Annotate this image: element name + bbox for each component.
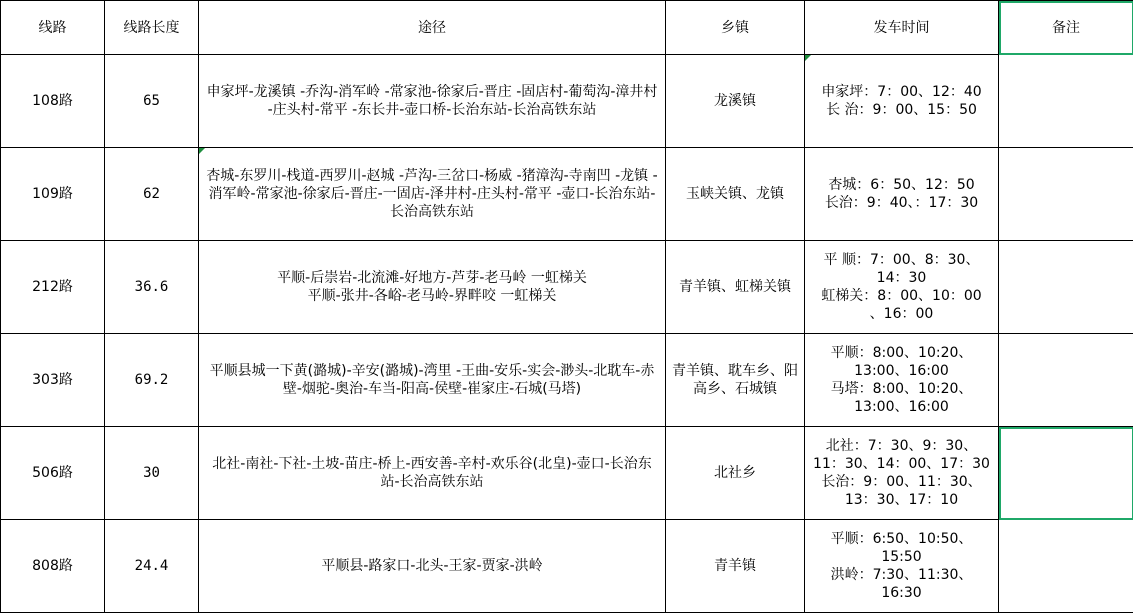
path-cell[interactable]: 申家坪-龙溪镇 -乔沟-消军岭 -常家池-徐家后-晋庄 -固店村-葡萄沟-漳井村 -庄头村-常平 -东长井-壶口桥-长治东站-长治高铁东站	[199, 55, 666, 148]
departure-text: 平 顺：7：00、8：30、 14：30 虹梯关：8：00、10：00 、16：00	[809, 251, 994, 323]
length-cell[interactable]: 24.4	[105, 520, 199, 613]
path-cell[interactable]	[199, 241, 666, 334]
remark-cell[interactable]	[999, 55, 1133, 148]
path-cell[interactable]	[199, 148, 666, 241]
remark-cell-selected[interactable]	[999, 427, 1133, 520]
town-cell[interactable]: 龙溪镇	[666, 55, 805, 148]
departure-cell[interactable]	[805, 148, 999, 241]
route-cell[interactable]: 108路	[1, 55, 105, 148]
route-cell[interactable]: 808路	[1, 520, 105, 613]
header-row	[1, 1, 1133, 55]
header-town[interactable]: 乡镇	[666, 1, 805, 55]
route-cell[interactable]: 212路	[1, 241, 105, 334]
path-cell[interactable]: 北社-南社-下社-土坡-苗庄-桥上-西安善-辛村-欢乐谷(北皇)-壶口-长治东站-长治高铁东站	[199, 427, 666, 520]
length-cell[interactable]: 65	[105, 55, 199, 148]
length-cell[interactable]: 69.2	[105, 334, 199, 427]
header-departure[interactable]: 发车时间	[805, 1, 999, 55]
path-cell[interactable]: 平顺县-路家口-北头-王家-贾家-洪岭	[199, 520, 666, 613]
departure-text: 平顺：6:50、10:50、 15:50 洪岭：7:30、11:30、 16:30	[809, 530, 994, 602]
header-route[interactable]: 线路	[1, 1, 105, 55]
length-cell[interactable]: 62	[105, 148, 199, 241]
remark-cell[interactable]	[999, 241, 1133, 334]
departure-text: 北社：7：30、9：30、 11：30、14：00、17：30 长治：9：00、11：30、 13：30、17：10	[809, 437, 994, 509]
departure-cell[interactable]	[805, 241, 999, 334]
departure-cell[interactable]	[805, 520, 999, 613]
table-row	[1, 148, 1133, 241]
length-cell[interactable]: 36.6	[105, 241, 199, 334]
path-text: 杏城-东罗川-栈道-西罗川-赵城 -芦沟-三岔口-杨威 -猪漳沟-寺南凹 -龙镇 -消军岭-常家池-徐家后-晋庄-一固店-泽井村-庄头村-常平 -壶口-长治东站-长治高铁东站	[206, 168, 657, 220]
departure-cell[interactable]	[805, 55, 999, 148]
departure-text: 杏城：6：50、12：50 长治：9：40、：17：30	[809, 176, 994, 212]
comment-marker-icon	[805, 55, 811, 61]
departure-cell[interactable]	[805, 334, 999, 427]
remark-cell[interactable]	[999, 520, 1133, 613]
header-path[interactable]: 途径	[199, 1, 666, 55]
table-row	[1, 427, 1133, 520]
town-cell[interactable]: 青羊镇、耽车乡、阳高乡、石城镇	[666, 334, 805, 427]
header-length[interactable]: 线路长度	[105, 1, 199, 55]
departure-text: 申家坪：7：00、12：40 长 治：9：00、15：50	[809, 83, 994, 119]
route-cell[interactable]: 109路	[1, 148, 105, 241]
table-row	[1, 520, 1133, 613]
town-cell[interactable]: 玉峡关镇、龙镇	[666, 148, 805, 241]
table-row	[1, 55, 1133, 148]
remark-cell[interactable]	[999, 148, 1133, 241]
path-text: 平顺-后崇岩-北流滩-好地方-芦芽-老马岭 一虹梯关 平顺-张井-各峪-老马岭-界畔咬 一虹梯关	[203, 269, 661, 305]
header-remark[interactable]: 备注	[999, 1, 1133, 55]
table-row	[1, 334, 1133, 427]
route-cell[interactable]: 303路	[1, 334, 105, 427]
comment-marker-icon	[199, 148, 205, 154]
path-cell[interactable]: 平顺县城一下黄(潞城)-辛安(潞城)-湾里 -王曲-安乐-实会-渺头-北耽车-赤壁-烟驼-奥治-车当-阳高-侯壁-崔家庄-石城(马塔)	[199, 334, 666, 427]
town-cell[interactable]: 青羊镇、虹梯关镇	[666, 241, 805, 334]
length-cell[interactable]: 30	[105, 427, 199, 520]
departure-text: 平顺：8:00、10:20、 13:00、16:00 马塔：8:00、10:20、 13:00、16:00	[809, 344, 994, 416]
table-row	[1, 241, 1133, 334]
departure-cell[interactable]	[805, 427, 999, 520]
remark-cell[interactable]	[999, 334, 1133, 427]
town-cell[interactable]: 青羊镇	[666, 520, 805, 613]
town-cell[interactable]: 北社乡	[666, 427, 805, 520]
route-cell[interactable]: 506路	[1, 427, 105, 520]
